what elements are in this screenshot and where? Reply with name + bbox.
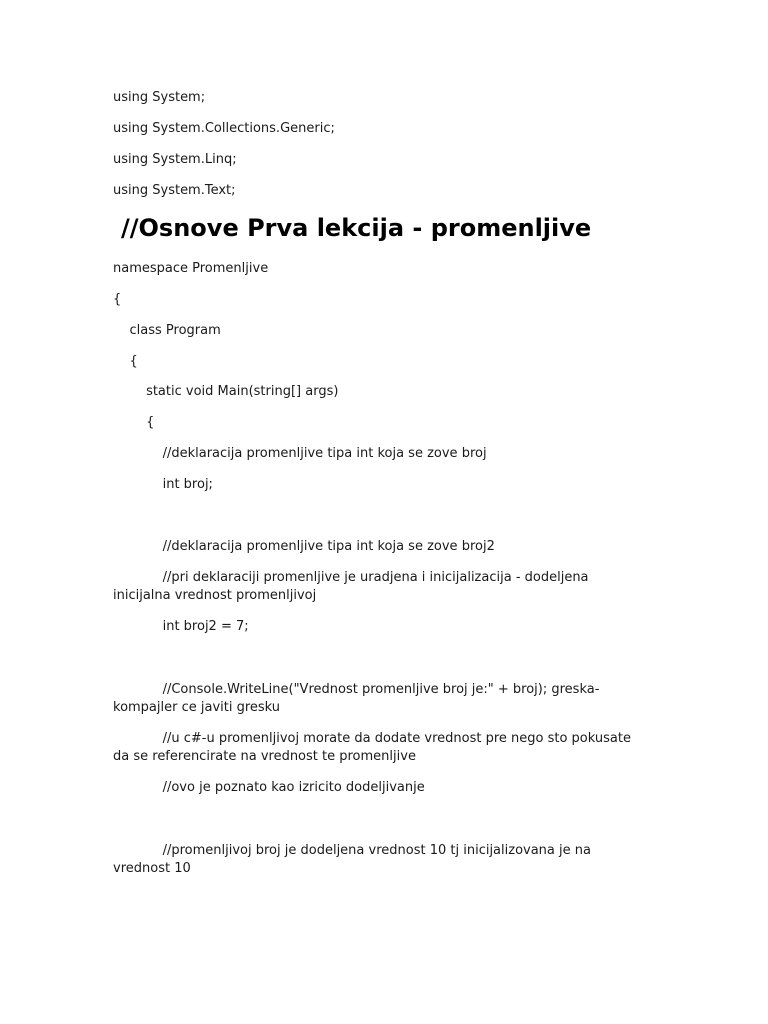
code-comment-initialization: //pri deklaraciji promenljive je uradjena i inicijalizacija - dodeljena inicijalna vrednost promenljivoj <box>113 570 593 603</box>
code-line-main-signature: static void Main(string[] args) <box>113 384 339 399</box>
code-comment-assigned-10: //promenljivoj broj je dodeljena vrednost 10 tj inicijalizovana je na vrednost 10 <box>113 843 596 876</box>
code-line-class-open-brace: { <box>113 354 138 369</box>
code-line-using-linq: using System.Linq; <box>113 152 237 167</box>
code-line-main-open-brace: { <box>113 415 155 430</box>
code-comment-must-assign: //u c#-u promenljivoj morate da dodate vrednost pre nego sto pokusate da se referencirate na vrednost te promenljive <box>113 731 636 764</box>
code-comment-declaration-broj2: //deklaracija promenljive tipa int koja se zove broj2 <box>113 539 495 554</box>
code-comment-console-writeline: //Console.WriteLine("Vrednost promenljive broj je:" + broj); greska-kompajler ce javiti gresku <box>113 682 600 715</box>
code-line-namespace: namespace Promenljive <box>113 261 269 276</box>
document-heading: //Osnove Prva lekcija - promenljive <box>121 214 592 242</box>
code-line-int-broj2: int broj2 = 7; <box>113 619 249 634</box>
code-comment-explicit-assignment: //ovo je poznato kao izricito dodeljivanje <box>113 780 425 795</box>
code-line-using-collections: using System.Collections.Generic; <box>113 121 335 136</box>
code-line-class: class Program <box>113 323 221 338</box>
code-comment-declaration-broj: //deklaracija promenljive tipa int koja se zove broj <box>113 446 487 461</box>
code-line-using-system: using System; <box>113 90 206 105</box>
code-line-namespace-open-brace: { <box>113 292 122 307</box>
code-line-using-text: using System.Text; <box>113 183 236 198</box>
code-line-int-broj: int broj; <box>113 477 213 492</box>
